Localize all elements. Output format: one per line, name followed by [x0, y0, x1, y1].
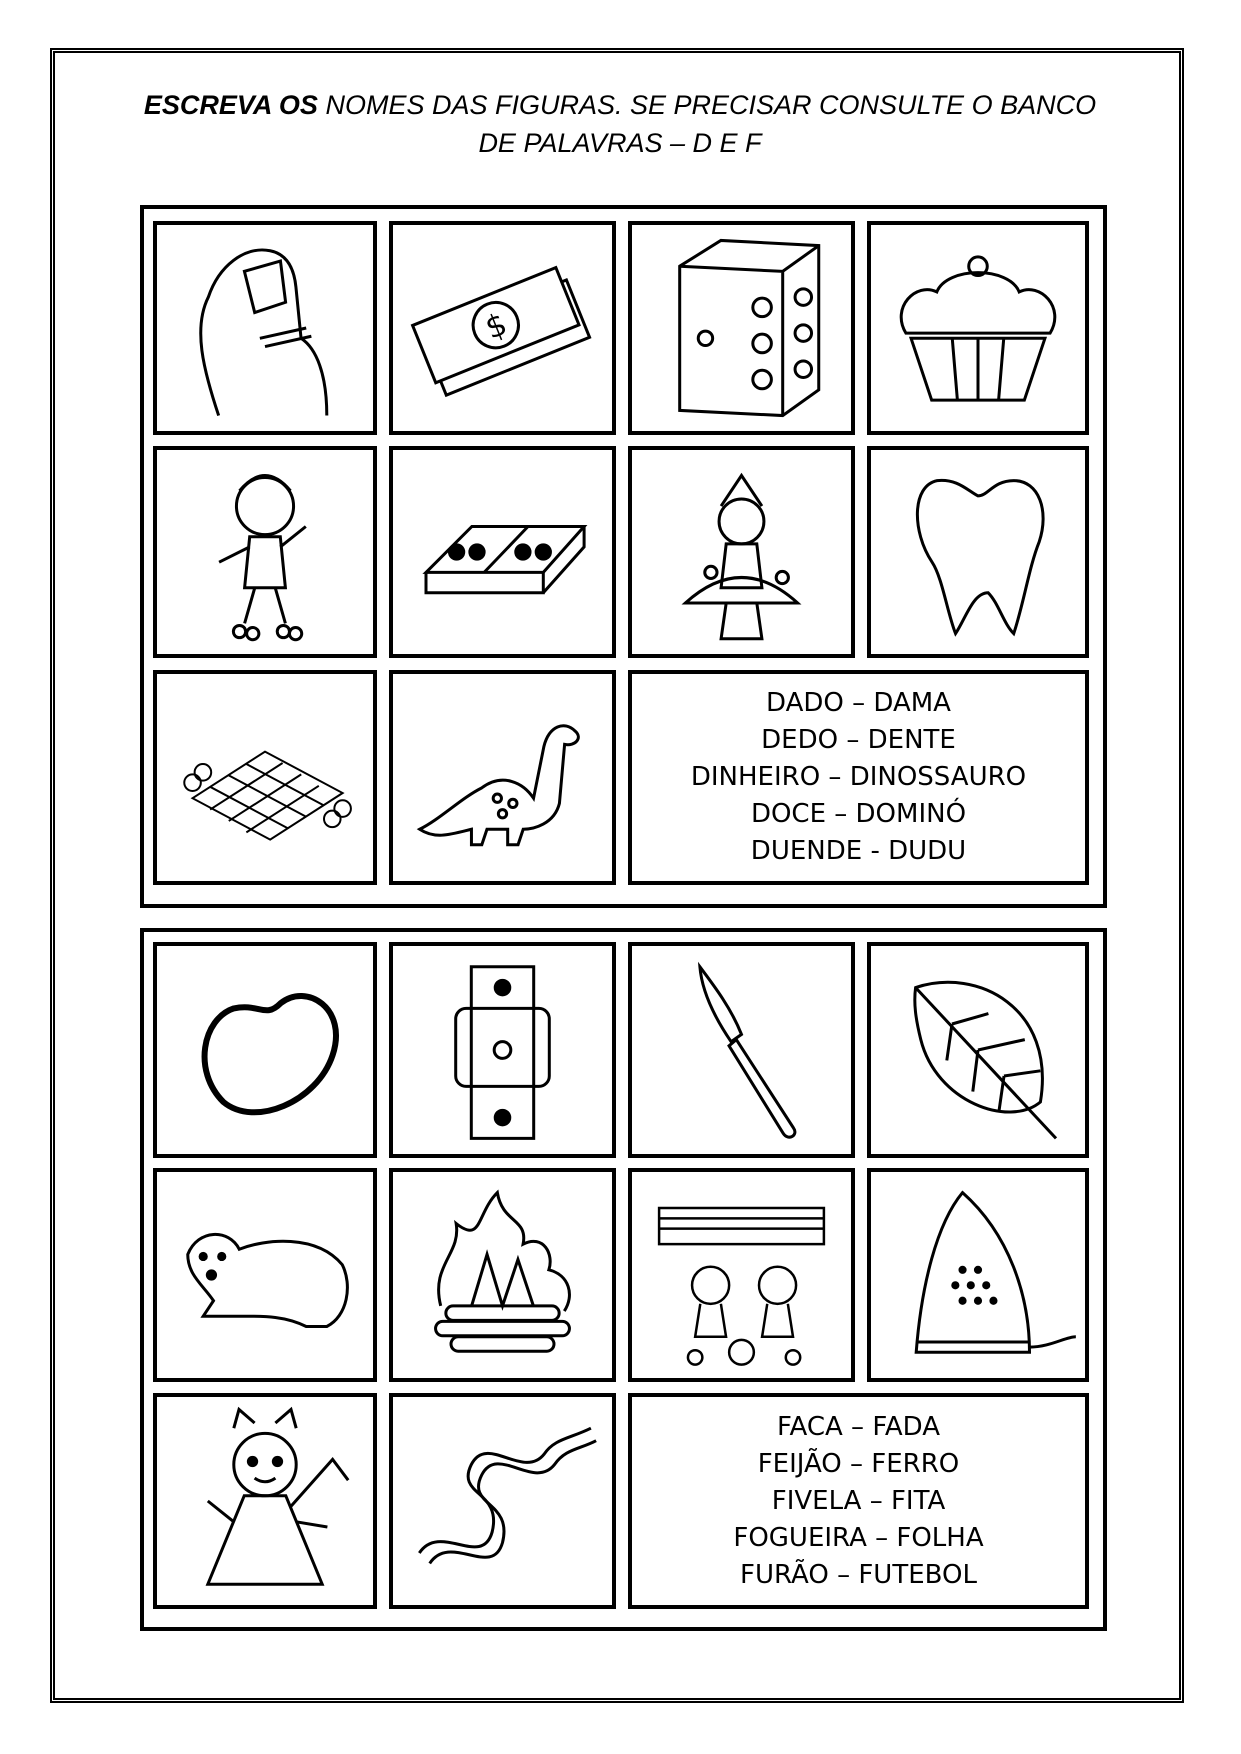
picture-cell-money: [389, 221, 616, 435]
ferret-icon: [157, 1172, 373, 1378]
elf-on-mushroom-icon: [632, 450, 851, 654]
dice-icon: [632, 225, 851, 431]
word-line: FEIJÃO – FERRO: [757, 1448, 960, 1479]
picture-cell-buckle: [389, 942, 616, 1158]
title-rest: NOMES DAS FIGURAS. SE PRECISAR CONSULTE O BANCO: [317, 90, 1097, 120]
word-line: DUENDE - DUDU: [750, 836, 967, 866]
picture-cell-bean: [153, 942, 377, 1158]
money-icon: [393, 225, 612, 431]
page-title: [80, 86, 1160, 162]
checkers-board-icon: [157, 674, 373, 881]
word-line: DADO – DAMA: [766, 688, 951, 718]
ribbon-icon: [393, 1397, 612, 1605]
word-line: FIVELA – FITA: [771, 1485, 946, 1516]
picture-cell-domino: [389, 446, 616, 658]
picture-cell-dice: [628, 221, 855, 435]
iron-icon: [871, 1172, 1085, 1378]
dinosaur-icon: [393, 674, 612, 881]
soccer-kids-icon: [632, 1172, 851, 1378]
word-bank-f: [628, 1393, 1089, 1609]
picture-cell-bonfire: [389, 1168, 616, 1382]
picture-cell-ribbon: [389, 1393, 616, 1609]
picture-cell-soccer-kids: [628, 1168, 855, 1382]
tooth-icon: [871, 450, 1085, 654]
bonfire-icon: [393, 1172, 612, 1378]
domino-icon: [393, 450, 612, 654]
word-line: DINHEIRO – DINOSSAURO: [690, 762, 1027, 792]
picture-cell-finger: [153, 221, 377, 435]
finger-icon: [157, 225, 373, 431]
picture-cell-tooth: [867, 446, 1089, 658]
picture-cell-boy-skater: [153, 446, 377, 658]
word-line: DEDO – DENTE: [761, 725, 956, 755]
bean-icon: [157, 946, 373, 1154]
picture-cell-iron: [867, 1168, 1089, 1382]
word-line: DOCE – DOMINÓ: [750, 799, 967, 829]
word-bank-d: [628, 670, 1089, 885]
picture-cell-leaf: [867, 942, 1089, 1158]
title-line2: DE PALAVRAS – D E F: [478, 128, 762, 158]
picture-cell-knife: [628, 942, 855, 1158]
picture-cell-elf-on-mushroom: [628, 446, 855, 658]
word-line: FOGUEIRA – FOLHA: [733, 1522, 984, 1553]
svg-text:$: $: [480, 306, 513, 347]
fairy-icon: [157, 1397, 373, 1605]
knife-icon: [632, 946, 851, 1154]
cupcake-icon: [871, 225, 1085, 431]
word-line: FURÃO – FUTEBOL: [740, 1559, 977, 1590]
picture-cell-ferret: [153, 1168, 377, 1382]
boy-skater-icon: [157, 450, 373, 654]
picture-cell-checkers: [153, 670, 377, 885]
word-line: FACA – FADA: [776, 1411, 941, 1442]
picture-cell-dinosaur: [389, 670, 616, 885]
title-bold: ESCREVA OS: [143, 90, 318, 120]
leaf-icon: [871, 946, 1085, 1154]
picture-cell-fairy: [153, 1393, 377, 1609]
picture-cell-cupcake: [867, 221, 1089, 435]
buckle-icon: [393, 946, 612, 1154]
